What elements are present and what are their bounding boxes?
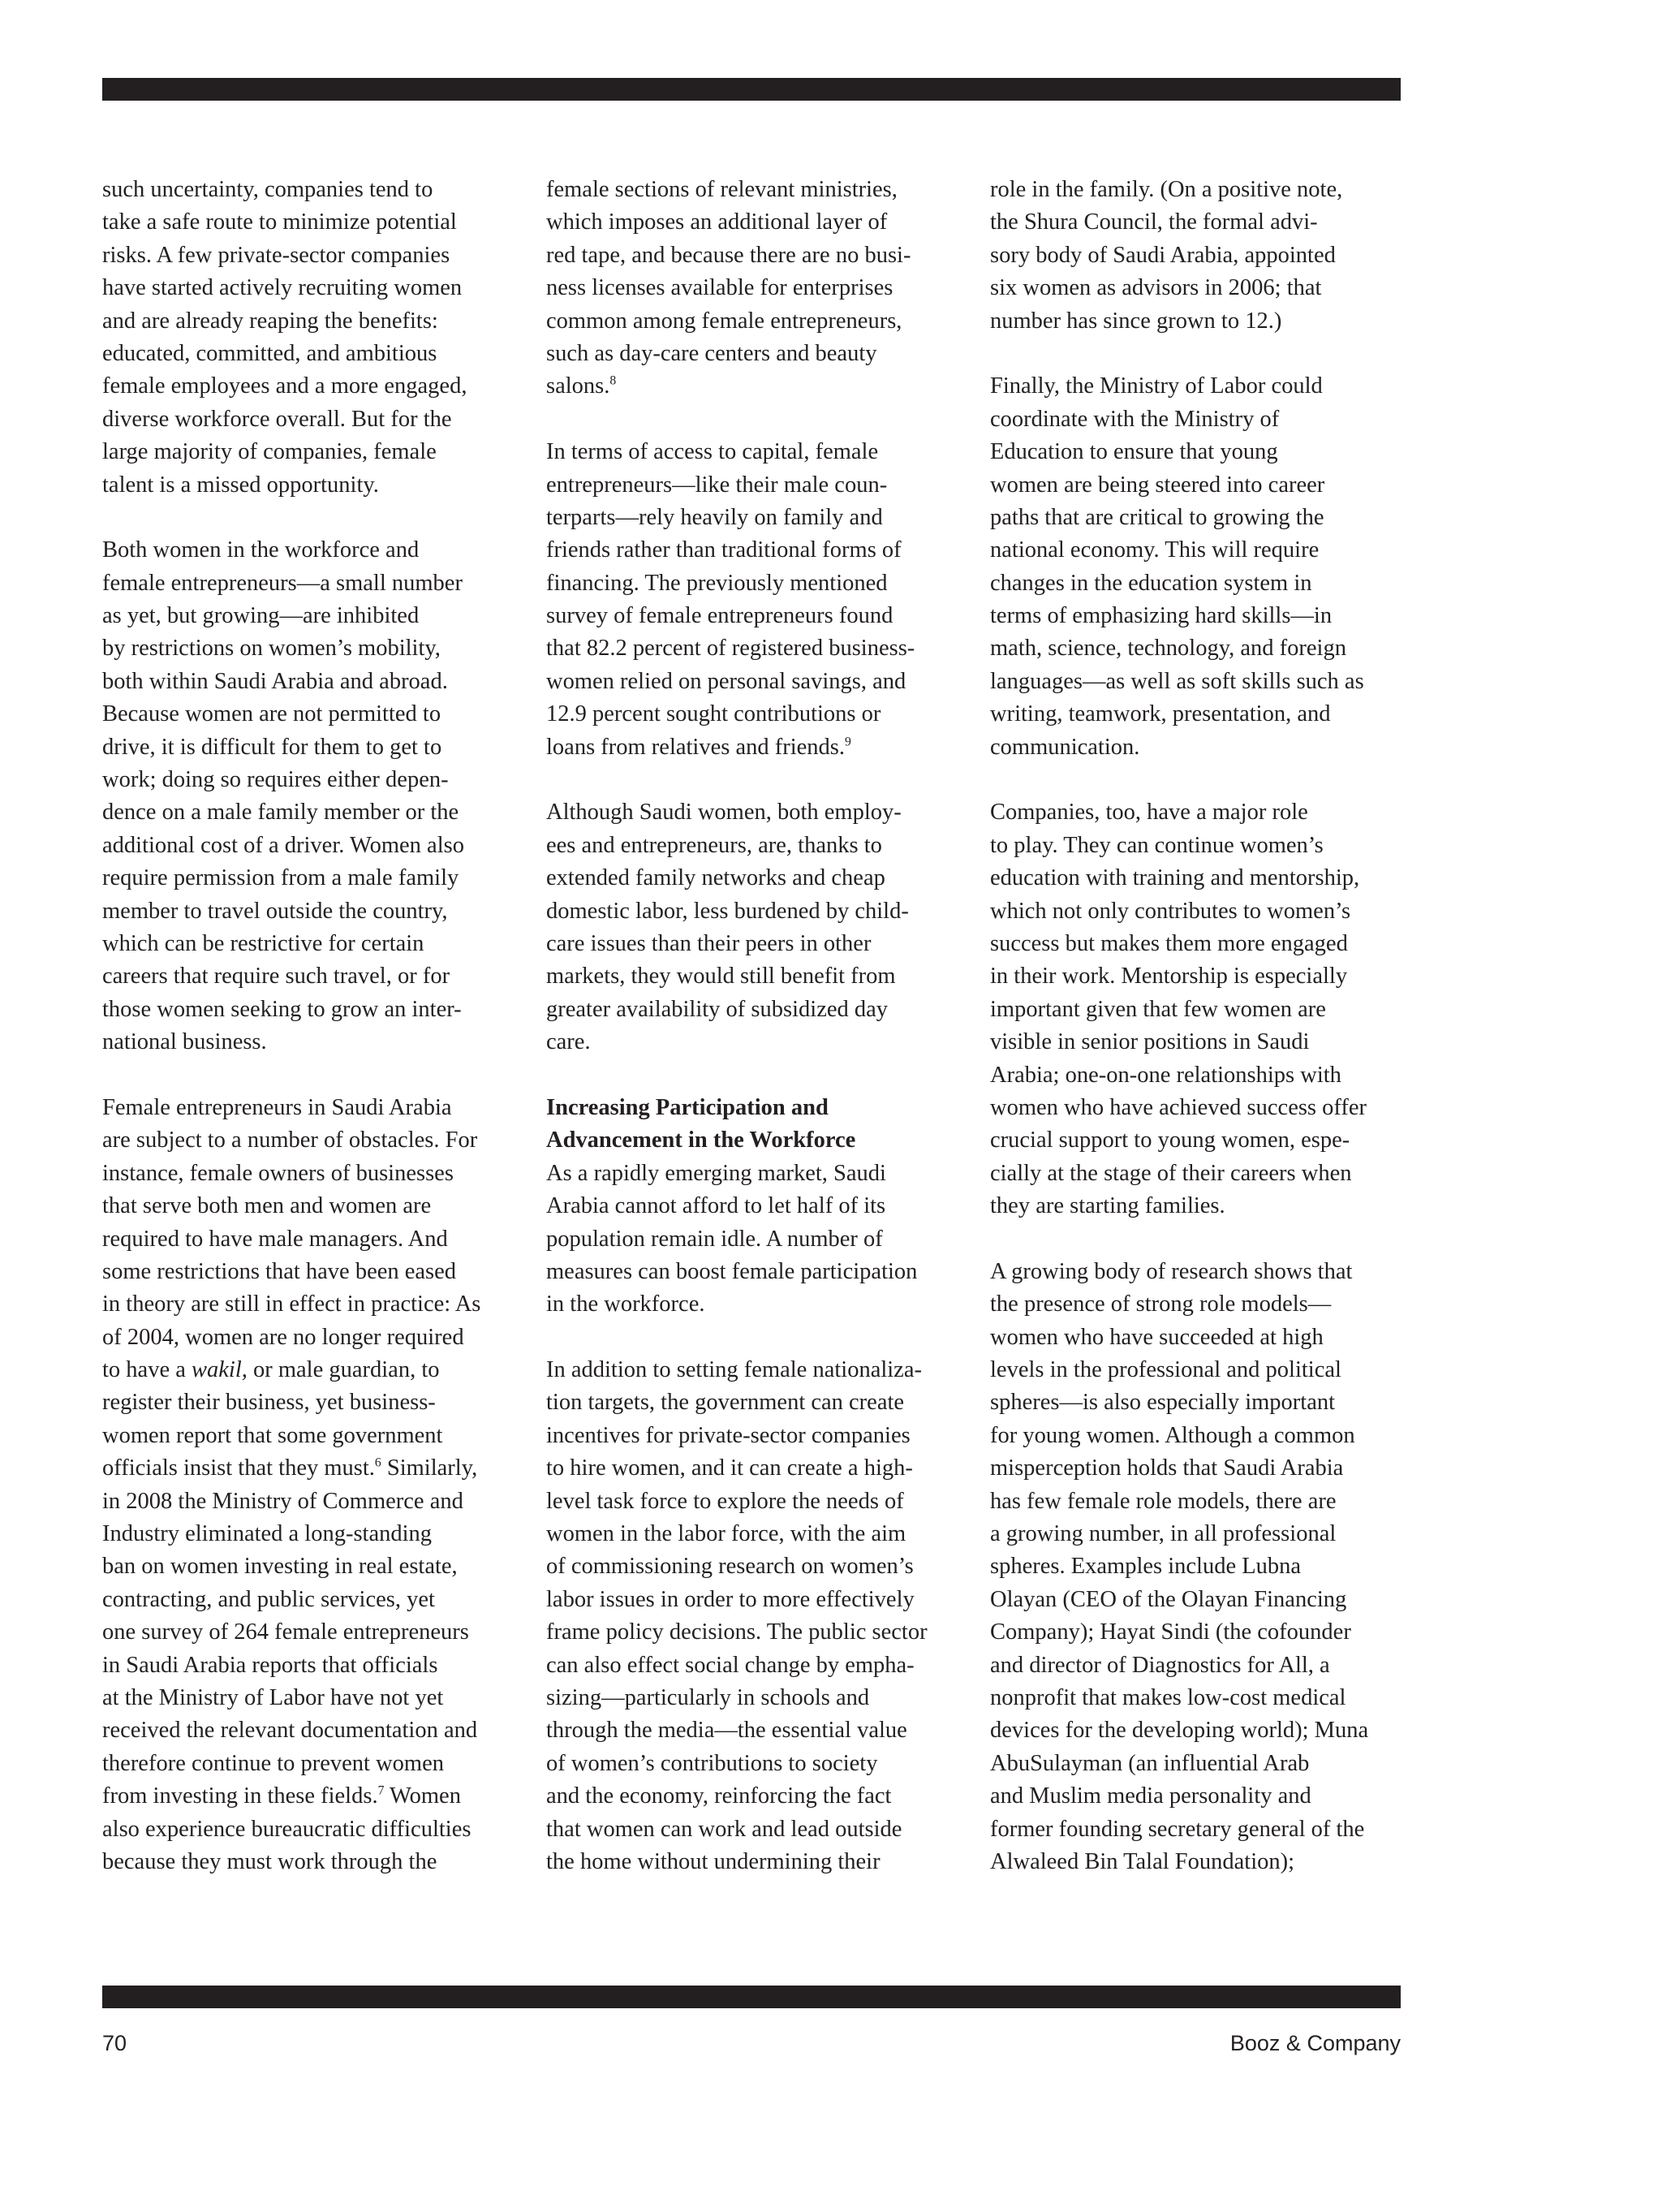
text-line: education with training and mentorship,: [990, 865, 1360, 891]
text-line: which imposes an additional layer of: [546, 209, 888, 235]
text-line: dence on a male family member or the: [102, 800, 459, 826]
text-line: educated, committed, and ambitious: [102, 340, 437, 366]
footnote-ref: 8: [609, 373, 617, 388]
text-line: terparts—rely heavily on family and: [546, 504, 883, 530]
text-line: in 2008 the Ministry of Commerce and: [102, 1488, 463, 1514]
text-line: they are starting families.: [990, 1193, 1225, 1219]
section-heading-line: Increasing Participation and: [546, 1094, 829, 1120]
text-line: talent is a missed opportunity.: [102, 472, 379, 498]
text-line: at the Ministry of Labor have not yet: [102, 1684, 444, 1710]
text-line: women who have succeeded at high: [990, 1324, 1324, 1350]
text-line: by restrictions on women’s mobility,: [102, 636, 441, 662]
text-line: female sections of relevant ministries,: [546, 177, 898, 202]
text-line: cially at the stage of their careers when: [990, 1160, 1352, 1186]
text-line: one survey of 264 female entrepreneurs: [102, 1619, 469, 1645]
text-line: and Muslim media personality and: [990, 1783, 1311, 1809]
text-line: contracting, and public services, yet: [102, 1586, 435, 1612]
text-line: require permission from a male family: [102, 865, 459, 891]
text-line: As a rapidly emerging market, Saudi: [546, 1160, 886, 1186]
text-line: national business.: [102, 1029, 267, 1055]
text-line: large majority of companies, female: [102, 439, 437, 465]
text-line: women relied on personal savings, and: [546, 668, 906, 694]
text-line: terms of emphasizing hard skills—in: [990, 603, 1333, 629]
text-line: additional cost of a driver. Women also: [102, 832, 464, 858]
text-line: received the relevant documentation and: [102, 1718, 478, 1744]
text-line: take a safe route to minimize potential: [102, 209, 457, 235]
text-line: care.: [546, 1029, 591, 1055]
paragraph-gap: [546, 764, 984, 796]
footnote-ref: 9: [845, 735, 851, 749]
text-line: ness licenses available for enterprises: [546, 275, 893, 301]
text-line: important given that few women are: [990, 996, 1326, 1022]
text-line: which not only contributes to women’s: [990, 898, 1351, 924]
text-line: Because women are not permitted to: [102, 701, 441, 727]
paragraph-gap: [546, 1059, 984, 1092]
text-line: risks. A few private-sector companies: [102, 242, 450, 268]
text-line: of 2004, women are no longer required: [102, 1324, 464, 1350]
text-line: such as day-care centers and beauty: [546, 340, 877, 366]
text-line: women report that some government: [102, 1422, 443, 1448]
text-line: to hire women, and it can create a high-: [546, 1455, 913, 1481]
text-line: paths that are critical to growing the: [990, 504, 1324, 530]
text-line: markets, they would still benefit from: [546, 964, 896, 990]
text-line: the presence of strong role models—: [990, 1291, 1332, 1317]
text-line: Arabia cannot afford to let half of its: [546, 1193, 886, 1219]
text-line: communication.: [990, 734, 1140, 760]
text-line: and are already reaping the benefits:: [102, 308, 438, 334]
text-line: Olayan (CEO of the Olayan Financing: [990, 1586, 1347, 1612]
text-line: ban on women investing in real estate,: [102, 1554, 458, 1580]
text-line: In addition to setting female nationaliza-: [546, 1357, 922, 1383]
text-line: has few female role models, there are: [990, 1488, 1337, 1514]
text-line: role in the family. (On a positive note,: [990, 177, 1343, 202]
text-line: labor issues in order to more effectively: [546, 1586, 915, 1612]
text-line: number has since grown to 12.): [990, 308, 1282, 334]
text-line: sizing—particularly in schools and: [546, 1684, 870, 1710]
text-line: salons.$^8$: [546, 373, 617, 399]
text-line: red tape, and because there are no busi-: [546, 242, 911, 268]
text-line: spheres. Examples include Lubna: [990, 1554, 1302, 1580]
text-line: also experience bureaucratic difficulties: [102, 1816, 471, 1842]
text-line: former founding secretary general of the: [990, 1816, 1365, 1842]
text-line: incentives for private-sector companies: [546, 1422, 911, 1448]
text-line: officials insist that they must.$^6$ Similarly,: [102, 1455, 478, 1481]
text-line: Female entrepreneurs in Saudi Arabia: [102, 1094, 452, 1120]
text-line: in theory are still in effect in practice: As: [102, 1291, 481, 1317]
text-line: six women as advisors in 2006; that: [990, 275, 1322, 301]
text-line: and director of Diagnostics for All, a: [990, 1652, 1330, 1678]
text-line: misperception holds that Saudi Arabia: [990, 1455, 1344, 1481]
text-line: entrepreneurs—like their male coun-: [546, 472, 888, 498]
text-line: financing. The previously mentioned: [546, 570, 888, 596]
text-line: to play. They can continue women’s: [990, 832, 1324, 858]
text-line: register their business, yet business-: [102, 1390, 436, 1416]
paragraph-gap: [546, 403, 984, 436]
text-line: both within Saudi Arabia and abroad.: [102, 668, 448, 694]
text-line: in the workforce.: [546, 1291, 705, 1317]
footer-rule: [102, 1986, 1401, 2008]
text-line: female entrepreneurs—a small number: [102, 570, 463, 596]
text-line: female employees and a more engaged,: [102, 373, 467, 399]
text-line: work; doing so requires either depen-: [102, 767, 449, 793]
text-line: through the media—the essential value: [546, 1718, 907, 1744]
text-line: care issues than their peers in other: [546, 930, 872, 956]
text-column-2: [546, 174, 984, 1878]
text-line: which can be restrictive for certain: [102, 930, 424, 956]
paragraph-gap: [102, 1059, 540, 1092]
text-line: in Saudi Arabia reports that officials: [102, 1652, 438, 1678]
text-line: friends rather than traditional forms of: [546, 537, 902, 563]
header-rule: [102, 78, 1401, 101]
text-line: for young women. Although a common: [990, 1422, 1355, 1448]
text-line: such uncertainty, companies tend to: [102, 177, 433, 202]
text-line: Although Saudi women, both employ-: [546, 800, 902, 826]
text-line: tion targets, the government can create: [546, 1390, 905, 1416]
text-line: those women seeking to grow an inter-: [102, 996, 462, 1022]
text-line: Education to ensure that young: [990, 439, 1278, 465]
text-line: Both women in the workforce and: [102, 537, 420, 563]
text-line: extended family networks and cheap: [546, 865, 885, 891]
paragraph-gap: [102, 502, 540, 534]
text-line: level task force to explore the needs of: [546, 1488, 904, 1514]
text-line: required to have male managers. And: [102, 1226, 448, 1252]
italic-term: wakil,: [192, 1357, 248, 1383]
footer-company-name: Booz & Company: [1229, 2031, 1401, 2055]
text-column-3: [990, 174, 1428, 1878]
text-line: ees and entrepreneurs, are, thanks to: [546, 832, 882, 858]
paragraph-gap: [990, 764, 1428, 796]
text-line: that serve both men and women are: [102, 1193, 432, 1219]
text-line: member to travel outside the country,: [102, 898, 448, 924]
footnote-ref: 6: [374, 1455, 381, 1470]
text-line: that 82.2 percent of registered business-: [546, 636, 915, 662]
text-line: AbuSulayman (an influential Arab: [990, 1750, 1310, 1776]
text-line: measures can boost female participation: [546, 1258, 918, 1284]
text-line: survey of female entrepreneurs found: [546, 603, 893, 629]
text-line: national economy. This will require: [990, 537, 1320, 563]
text-line: the home without undermining their: [546, 1848, 881, 1874]
text-line: 12.9 percent sought contributions or: [546, 701, 881, 727]
text-line: a growing number, in all professional: [990, 1521, 1337, 1547]
text-line: Companies, too, have a major role: [990, 800, 1308, 826]
text-line: can also effect social change by empha-: [546, 1652, 915, 1678]
text-line: Finally, the Ministry of Labor could: [990, 373, 1323, 399]
text-line: success but makes them more engaged: [990, 930, 1348, 956]
text-line: coordinate with the Ministry of: [990, 406, 1280, 432]
text-line: sory body of Saudi Arabia, appointed: [990, 242, 1336, 268]
text-line: devices for the developing world); Muna: [990, 1718, 1369, 1744]
text-line: visible in senior positions in Saudi: [990, 1029, 1310, 1055]
text-line: women in the labor force, with the aim: [546, 1521, 906, 1547]
text-line: population remain idle. A number of: [546, 1226, 883, 1252]
text-line: Alwaleed Bin Talal Foundation);: [990, 1848, 1295, 1874]
text-line: nonprofit that makes low-cost medical: [990, 1684, 1346, 1710]
text-line: therefore continue to prevent women: [102, 1750, 445, 1776]
paragraph-gap: [990, 1223, 1428, 1256]
text-line: drive, it is difficult for them to get to: [102, 734, 442, 760]
text-line: from investing in these fields.$^7$ Women: [102, 1783, 461, 1809]
text-line: because they must work through the: [102, 1848, 437, 1874]
text-line: have started actively recruiting women: [102, 275, 463, 301]
text-line: the Shura Council, the formal advi-: [990, 209, 1318, 235]
text-line: of women’s contributions to society: [546, 1750, 878, 1776]
text-line: writing, teamwork, presentation, and: [990, 701, 1331, 727]
text-line: are subject to a number of obstacles. For: [102, 1128, 478, 1153]
text-line: in their work. Mentorship is especially: [990, 964, 1348, 990]
text-line: languages—as well as soft skills such as: [990, 668, 1364, 694]
text-line: spheres—is also especially important: [990, 1390, 1336, 1416]
section-heading-line: Advancement in the Workforce: [546, 1128, 856, 1153]
text-column-1: [102, 174, 540, 1878]
text-line: careers that require such travel, or for: [102, 964, 450, 990]
text-line: some restrictions that have been eased: [102, 1258, 457, 1284]
text-line: crucial support to young women, espe-: [990, 1128, 1350, 1153]
text-line: diverse workforce overall. But for the: [102, 406, 452, 432]
text-line: levels in the professional and political: [990, 1357, 1341, 1383]
paragraph-gap: [990, 338, 1428, 370]
text-line: instance, female owners of businesses: [102, 1160, 454, 1186]
text-line: Industry eliminated a long-standing: [102, 1521, 433, 1547]
text-line: frame policy decisions. The public sector: [546, 1619, 928, 1645]
footnote-ref: 7: [377, 1783, 385, 1798]
text-line: as yet, but growing—are inhibited: [102, 603, 420, 629]
text-line: and the economy, reinforcing the fact: [546, 1783, 892, 1809]
page-number: 70: [102, 2031, 127, 2055]
text-line: common among female entrepreneurs,: [546, 308, 902, 334]
paragraph-gap: [546, 1322, 984, 1354]
text-line: changes in the education system in: [990, 570, 1312, 596]
text-line: women are being steered into career: [990, 472, 1325, 498]
text-line: of commissioning research on women’s: [546, 1554, 914, 1580]
text-line: Company); Hayat Sindi (the cofounder: [990, 1619, 1351, 1645]
text-line: math, science, technology, and foreign: [990, 636, 1346, 662]
text-line: A growing body of research shows that: [990, 1258, 1353, 1284]
text-line: Arabia; one-on-one relationships with: [990, 1062, 1341, 1088]
text-line: to have a wakil, or male guardian, to: [102, 1357, 440, 1383]
text-line: domestic labor, less burdened by child-: [546, 898, 909, 924]
text-line: greater availability of subsidized day: [546, 996, 889, 1022]
text-line: loans from relatives and friends.$^9$: [546, 734, 851, 760]
text-line: In terms of access to capital, female: [546, 439, 879, 465]
text-line: that women can work and lead outside: [546, 1816, 902, 1842]
text-line: women who have achieved success offer: [990, 1094, 1367, 1120]
